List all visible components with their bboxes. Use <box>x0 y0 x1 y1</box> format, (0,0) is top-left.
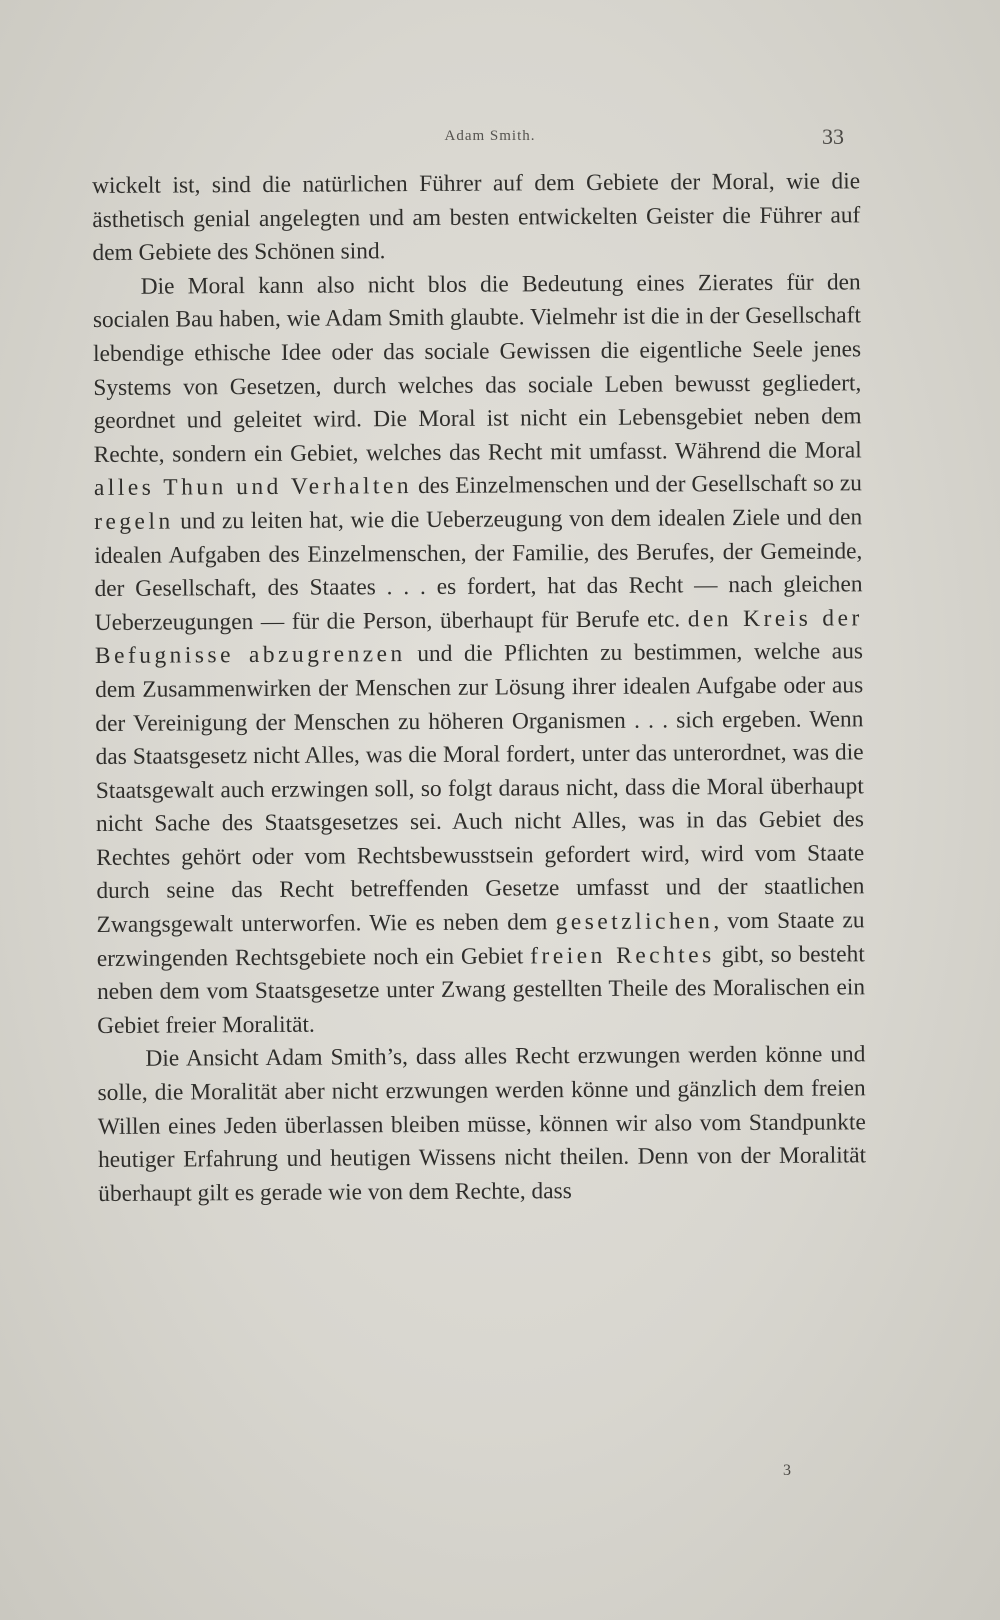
spaced-emphasis: alles Thun und Verhalten <box>93 473 413 502</box>
running-title: Adam Smith. <box>444 128 536 144</box>
signature-mark: 3 <box>783 1462 791 1479</box>
text-segment: gibt, so besteht neben dem vom Staatsgesetze unter Zwang gestellten Theile des Moralischen ein Gebiet freier Moralität. <box>96 940 866 1039</box>
paragraph-1 <box>92 165 861 270</box>
body-text <box>92 165 866 1211</box>
text-segment: und zu leiten hat, wie die Ueberzeugung von dem idealen Ziele und den idealen Aufgaben des Einzelmenschen, der Familie, des Berufes, der Gemeinde, der Gesellschaft, des Staates . . . es fordert, hat das Recht — nach gleichen Ueberzeugungen — für die Person, überhaupt für Berufe etc. <box>94 504 863 636</box>
text-segment: wickelt ist, sind die natürlichen Führer auf dem Gebiete der Moral, wie die ästhetisch genial angelegten und am besten entwickelten Geister die Führer auf dem Gebiete des Schönen sind. <box>92 168 861 267</box>
text-segment: Die Moral kann also nicht blos die Bedeutung eines Zierates für den socialen Bau haben, wie Adam Smith glaubte. Vielmehr ist die in der Gesellschaft lebendige ethische Idee oder das sociale Gewissen die eigentliche Seele jenes Systems von Gesetzen, durch welches das sociale Leben bewusst gegliedert, geordnet und geleitet wird. Die Moral ist nicht ein Lebensgebiet neben dem Rechte, sondern ein Gebiet, welches das Recht mit umfasst. Während die Moral <box>92 269 862 468</box>
text-segment: des Einzelmenschen und der Gesellschaft so zu <box>411 470 863 500</box>
spaced-emphasis: den Kreis der Befugnisse abzugrenzen <box>94 605 863 670</box>
page-number: 33 <box>822 124 844 149</box>
text-segment: Die Ansicht Adam Smith’s, dass alles Recht erzwungen werden könne und solle, die Moralität aber nicht erzwungen werden könne und gänzlich dem freien Willen eines Jeden überlassen bleiben müsse, können wir also vom Standpunkte heutiger Erfahrung und heutigen Wissens nicht theilen. Denn von der Moralität überhaupt gilt es gerade wie von dem Rechte, dass <box>97 1041 867 1207</box>
paragraph-3 <box>97 1039 866 1212</box>
running-head <box>0 124 1000 154</box>
paragraph-2 <box>93 266 866 1043</box>
spaced-emphasis: regeln <box>94 508 174 535</box>
spaced-emphasis: freien Rechtes <box>530 941 715 969</box>
text-segment: und die Pflichten zu bestimmen, welche aus dem Zusammenwirken der Menschen zur Lösung ihrer idealen Aufgabe oder aus der Vereinigung der Menschen zu höheren Organismen . . . sich ergeben. Wenn das Staatsgesetz nicht Alles, was die Moral fordert, unter das unterordnet, was die Staatsgewalt auch erzwingen soll, so folgt daraus nicht, dass die Moral überhaupt nicht Sache des Staatsgesetzes sei. Auch nicht Alles, was in das Gebiet des Rechtes gehört oder vom Rechtsbewusstsein gefordert wird, wird vom Staate durch seine das Recht betreffenden Gesetze umfasst und der staatlichen Zwangsgewalt unterworfen. Wie es neben dem <box>95 638 865 939</box>
text-segment: , vom Staate zu erzwingenden Rechtsgebiete noch ein Gebiet <box>96 907 865 972</box>
spaced-emphasis: gesetzlichen <box>555 908 714 936</box>
